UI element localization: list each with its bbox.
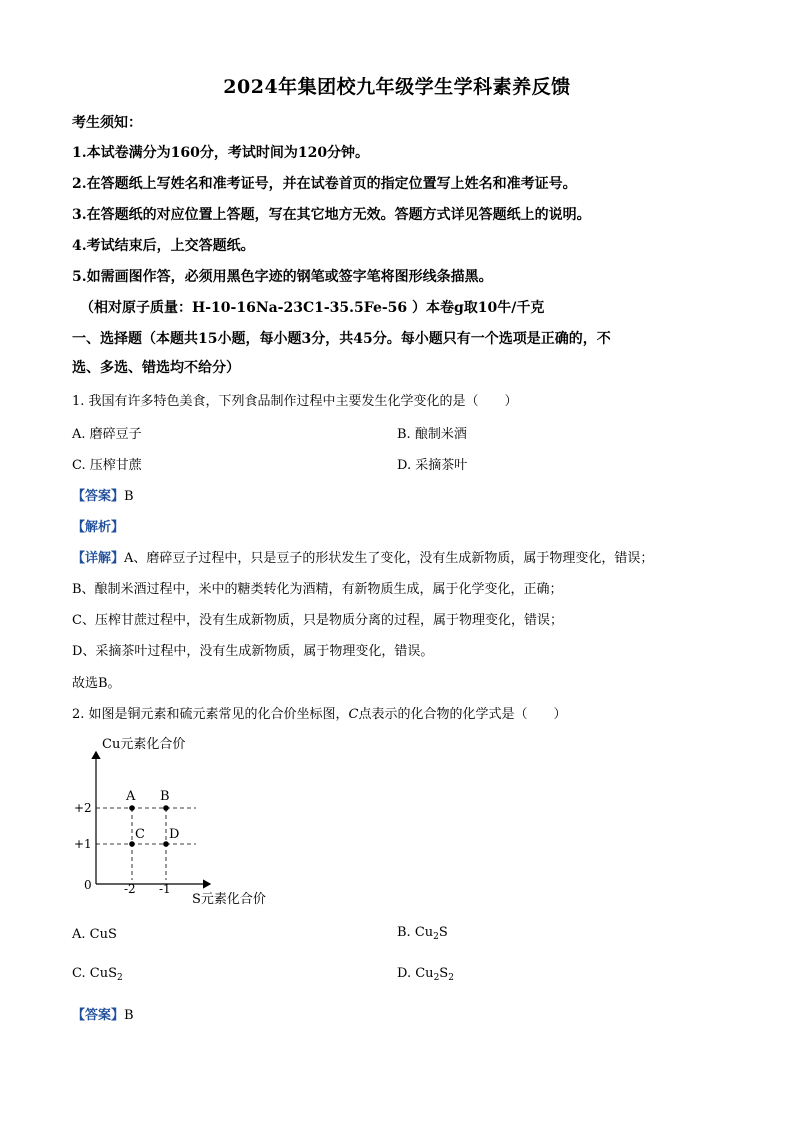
q1-option-d: D. 采摘茶叶 — [397, 458, 468, 473]
notice-item: 3.在答题纸的对应位置上答题，写在其它地方无效。答题方式详见答题纸上的说明。 — [72, 207, 591, 223]
section-title-cont: 选、多选、错选均不给分） — [72, 360, 240, 376]
q1-conclusion: 故选B。 — [72, 676, 121, 691]
q2-option-b — [397, 925, 448, 942]
notice-item: 5.如需画图作答，必须用黑色字迹的钢笔或签字笔将图形线条描黑。 — [72, 269, 493, 285]
option-letter: D. — [397, 966, 416, 981]
q1-analysis — [72, 516, 124, 535]
q1-detail-line: B、酿制米酒过程中，米中的糖类转化为酒精，有新物质生成，属于化学变化，正确； — [72, 582, 563, 597]
answer-tag: 【答案】 — [72, 489, 125, 504]
point-d — [163, 841, 169, 847]
x-tick-label: -2 — [124, 882, 136, 896]
valence-graph — [60, 730, 300, 910]
formula: Cu — [414, 925, 434, 940]
detail-tag: 【详解】 — [72, 551, 125, 566]
point-label-d: D — [169, 827, 180, 842]
point-a — [129, 805, 135, 811]
point-label-b: B — [160, 789, 170, 804]
answer-value: B — [124, 489, 134, 504]
formula-subscript: 2 — [116, 973, 123, 983]
q2-option-c — [72, 966, 123, 983]
q1-option-b: B. 酿制米酒 — [397, 427, 467, 442]
origin-label: 0 — [84, 878, 92, 892]
x-axis-label: S元素化合价 — [192, 892, 266, 907]
point-c — [129, 841, 135, 847]
x-tick-label: -1 — [159, 882, 171, 896]
notice-item: 4.考试结束后，上交答题纸。 — [72, 238, 255, 254]
formula: S — [439, 966, 449, 981]
question-2-stem — [72, 703, 567, 722]
atomic-mass-note: （相对原子质量：H-10-16Na-23C1-35.5Fe-56 ）本卷g取10牛/千克 — [80, 300, 545, 316]
section-title: 一、选择题（本题共15小题，每小题3分，共45分。每小题只有一个选项是正确的，不 — [72, 331, 611, 347]
q1-option-a: A. 磨碎豆子 — [72, 427, 142, 442]
point-b — [163, 805, 169, 811]
formula: CuS — [89, 927, 117, 942]
stem-part: 点表示的化合物的化学式是（ ） — [358, 707, 567, 722]
answer-value: B — [124, 1008, 134, 1023]
page-title: 2024年集团校九年级学生学科素养反馈 — [223, 76, 571, 98]
notice-item: 2.在答题纸上写姓名和准考证号，并在试卷首页的指定位置写上姓名和准考证号。 — [72, 176, 577, 192]
q1-detail-line: D、采摘茶叶过程中，没有生成新物质，属于物理变化，错误。 — [72, 644, 434, 659]
stem-part: 2. 如图是铜元素和硫元素常见的化合价坐标图， — [72, 707, 349, 722]
notice-heading: 考生须知： — [72, 115, 142, 131]
q2-option-d — [397, 966, 454, 983]
analysis-tag: 【解析】 — [72, 520, 125, 535]
q1-answer — [72, 485, 134, 504]
stem-point-label: C — [348, 707, 359, 722]
point-layer — [125, 789, 179, 847]
q1-detail-line: C、压榨甘蔗过程中，没有生成新物质，只是物质分离的过程，属于物理变化，错误； — [72, 613, 563, 628]
option-letter: A. — [72, 927, 90, 942]
detail-text: A、磨碎豆子过程中，只是豆子的形状发生了变化，没有生成新物质，属于物理变化，错误； — [124, 551, 654, 566]
q2-option-a — [72, 927, 117, 942]
q1-option-c: C. 压榨甘蔗 — [72, 458, 142, 473]
formula: Cu — [415, 966, 434, 981]
y-tick-label: +1 — [74, 837, 92, 851]
formula: CuS — [89, 966, 117, 981]
point-label-a: A — [126, 789, 136, 804]
formula-subscript: 2 — [448, 973, 454, 983]
formula-subscript: 2 — [433, 932, 439, 942]
y-axis-label: Cu元素化合价 — [102, 737, 186, 752]
answer-tag: 【答案】 — [72, 1008, 125, 1023]
y-tick-label: +2 — [74, 801, 92, 815]
option-letter: B. — [397, 925, 415, 940]
q2-answer — [72, 1004, 134, 1023]
formula-subscript: 2 — [433, 973, 440, 983]
question-1-stem: 1. 我国有许多特色美食，下列食品制作过程中主要发生化学变化的是（ ） — [72, 394, 518, 409]
point-label-c: C — [135, 827, 145, 842]
formula: S — [438, 925, 448, 940]
option-letter: C. — [72, 966, 90, 981]
q1-detail-line — [72, 547, 653, 566]
notice-item: 1.本试卷满分为160分，考试时间为120分钟。 — [72, 145, 370, 161]
